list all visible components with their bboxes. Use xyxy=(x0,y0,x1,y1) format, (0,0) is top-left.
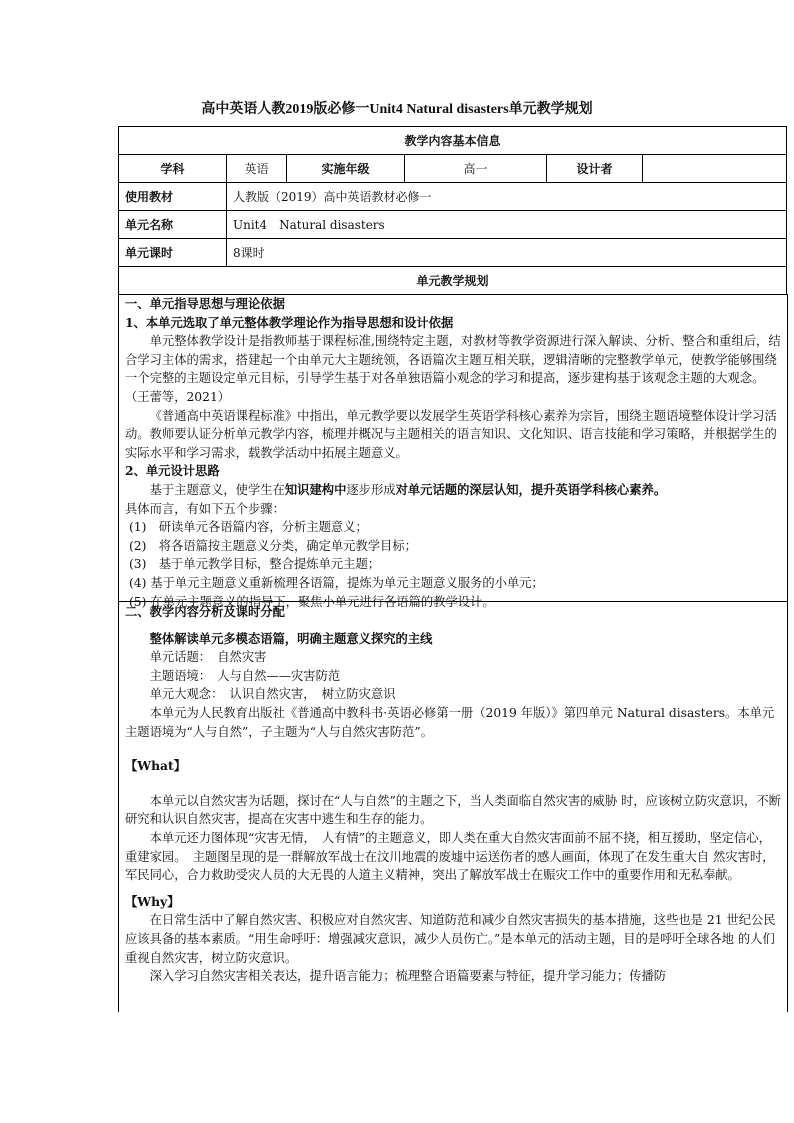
designer-label: 设计者 xyxy=(547,155,643,183)
section1-para1: 单元整体教学设计是指教师基于课程标准,围绕特定主题，对教材等教学资源进行深入解读、分析、整合和重组后，结合学习主体的需求，搭建起一个由单元大主题统领，各语篇次主题互相关联，逻辑清晰的完整教学单元，使教学能够围绕一个完整的主题设定单元目标，引导学生基于对各单独语篇小观念的学习和提高，逐步建构基于该观念主题的大观念。（王蕾等，2021） xyxy=(125,334,781,404)
big-idea: 单元大观念： 认识自然灾害， 树立防灾意识 xyxy=(149,687,396,702)
subject-value: 英语 xyxy=(227,155,287,183)
theme-context: 主题语境： 人与自然——灾害防范 xyxy=(149,668,341,683)
section2-heading: 二、教学内容分析及课时分配 xyxy=(125,604,285,619)
why-label: 【Why】 xyxy=(125,893,180,909)
list-item: (3) 基于单元教学目标，整合提炼单元主题； xyxy=(129,557,381,572)
section-guiding-ideology xyxy=(118,294,788,609)
unit-hours-value: 8课时 xyxy=(227,239,787,267)
unit-hours-label: 单元课时 xyxy=(119,239,227,267)
designer-value xyxy=(643,155,787,183)
why-para2: 深入学习自然灾害相关表达，提升语言能力；梳理整合语篇要素与特征，提升学习能力；传播防 xyxy=(149,969,667,984)
unit-name-value: Unit4 Natural disasters xyxy=(227,211,787,239)
design-steps-list xyxy=(125,518,781,611)
what-para1: 本单元以自然灾害为话题，探讨在“人与自然”的主题之下，当人类面临自然灾害的威胁 时，应该树立防灾意识，不断研究和认识自然灾害，提高在灾害中逃生和生存的能力。 xyxy=(125,793,781,827)
textbook-label: 使用教材 xyxy=(119,183,227,211)
unit-intro: 本单元为人民教育出版社《普通高中教科书·英语必修第一册（2019 年版）》第四单元 Natural disasters。本单元主题语境为“人与自然”，子主题为“人与自然灾害防范”。 xyxy=(125,705,775,739)
what-para2: 本单元还力图体现“灾害无情， 人有情”的主题意义，即人类在重大自然灾害面前不屈不挠，相互援助，坚定信心，重建家园。 主题图呈现的是一群解放军战士在汶川地震的废墟中运送伤者的感人画面，体现了在发生重大自 然灾害时，军民同心，合力救助受灾人员的大无畏的人道主义精神，突出了解放军战士在赈灾工作中的重要作用和无私奉献。 xyxy=(125,830,775,883)
para3-keyword2: 对单元话题的深层认知，提升英语学科核心素养。 xyxy=(395,481,667,497)
section1-para2: 《普通高中英语课程标准》中指出，单元教学要以发展学生英语学科核心素养为宗旨，围绕主题语境整体设计学习活动。教师要认证分析单元教学内容，梳理并概况与主题相关的语言知识、文化知识、语言技能和学习策略，并根据学生的实际水平和学习需求，载教学活动中拓展主题意义。 xyxy=(125,408,777,460)
planning-header: 单元教学规划 xyxy=(119,267,787,295)
unit-topic: 单元话题： 自然灾害 xyxy=(149,650,267,665)
section1-heading: 一、单元指导思想与理论依据 xyxy=(125,296,285,311)
section1-sub2: 2、单元设计思路 xyxy=(125,463,220,479)
why-para1: 在日常生活中了解自然灾害、积极应对自然灾害、知道防范和减少自然灾害损失的基本措施，这些也是 21 世纪公民应该具备的基本素质。“用生命呼吁：增强减灾意识，减少人员伤亡。”是本单元的活动主题，目的是呼吁全球各地 的人们重视自然灾害，树立防灾意识。 xyxy=(125,913,776,965)
basic-info-header: 教学内容基本信息 xyxy=(119,127,787,155)
para3-keyword1: 知识建构中 xyxy=(284,481,347,497)
section-content-analysis xyxy=(118,602,788,1012)
textbook-value: 人教版（2019）高中英语教材必修一 xyxy=(227,183,787,211)
section1-para3-end: 具体而言，有如下五个步骤： xyxy=(125,501,285,516)
subject-label: 学科 xyxy=(119,155,227,183)
list-item: (2) 将各语篇按主题意义分类，确定单元教学目标； xyxy=(129,538,417,553)
what-label: 【What】 xyxy=(125,758,186,774)
grade-value: 高一 xyxy=(405,155,547,183)
list-item: (1) 研读单元各语篇内容，分析主题意义； xyxy=(129,520,368,535)
grade-label: 实施年级 xyxy=(287,155,405,183)
basic-info-table xyxy=(118,126,787,295)
para3-mid: 逐步形成 xyxy=(346,482,396,497)
document-title: 高中英语人教2019版必修一Unit4 Natural disasters单元教学规划 xyxy=(201,102,593,117)
unit-name-label: 单元名称 xyxy=(119,211,227,239)
section2-subheading: 整体解读单元多模态语篇，明确主题意义探究的主线 xyxy=(149,630,433,646)
para3-pre: 基于主题意义，使学生在 xyxy=(149,482,285,497)
section1-sub1: 1、本单元选取了单元整体教学理论作为指导思想和设计依据 xyxy=(125,314,454,330)
section1-para3 xyxy=(125,481,781,500)
list-item: (5) 在单元主题意义的指导下，聚焦小单元进行各语篇的教学设计。 xyxy=(129,594,495,609)
list-item: (4) 基于单元主题意义重新梳理各语篇，提炼为单元主题意义服务的小单元； xyxy=(129,575,544,590)
